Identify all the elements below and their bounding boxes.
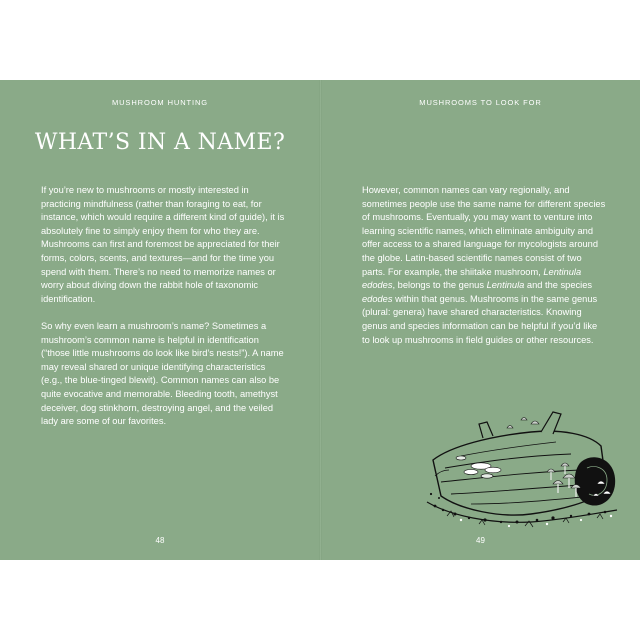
left-body-text [41, 184, 287, 429]
left-paragraph-2: So why even learn a mushroom’s name? Sometimes a mushroom’s common name is helpful in identification (“those little mushrooms do look like bird’s nests!”). A name may reveal shared or unique identifying characteristics (e.g., the blue-tinged blewit). Common names can also be quite evocative and memorable. Bleeding tooth, amethyst deceiver, dog stinkhorn, destroying angel, and the veiled lady are some of our favorites. [41, 320, 284, 427]
text-run: and the species [524, 280, 593, 291]
running-head-right: MUSHROOMS TO LOOK FOR [419, 98, 542, 107]
scientific-name-italic: Lentinula edodes [362, 266, 582, 291]
running-head-left: MUSHROOM HUNTING [111, 98, 209, 107]
left-paragraph-1: If you’re new to mushrooms or mostly interested in practicing mindfulness (rather than foraging to eat, for instance, which would require a different kind of guide), it is absolutely fine to simply enjoy them for who they are. Mushrooms can first and foremost be appreciated for their forms, colors, scents, and textures—and for the time you spend with them. There’s no need to memorize names or worry about diving down the rabbit hole of taxonomic identification. [41, 185, 285, 304]
right-body-text [362, 184, 607, 347]
mossy-log-with-mushrooms-illustration [421, 398, 621, 538]
text-run: However, common names can vary regionally, and sometimes people use the same name for different species of mushrooms. Eventually, you may want to venture into learning scientific names, which eliminate ambiguity and offer access to a shared language for mycologists around the globe. Latin-based scientific names consist of two parts. For example, the shiitake mushroom, [362, 185, 606, 277]
genus-italic: Lentinula [486, 280, 525, 291]
book-spread [0, 80, 640, 560]
text-run: , belongs to the genus [392, 280, 487, 291]
text-run: within that genus. Mushrooms in the same genus (plural: genera) have shared characteristics. Knowing genus and species information can be helpful if you’d like to look up mushrooms in field guides or other resources. [362, 293, 598, 345]
page-number-right: 49 [476, 536, 485, 545]
left-page [0, 80, 320, 560]
chapter-title: WHAT’S IN A NAME? [34, 130, 286, 155]
right-paragraph [362, 184, 607, 347]
species-italic: edodes [362, 293, 393, 304]
right-page [321, 80, 640, 560]
page-number-left: 48 [155, 536, 165, 545]
